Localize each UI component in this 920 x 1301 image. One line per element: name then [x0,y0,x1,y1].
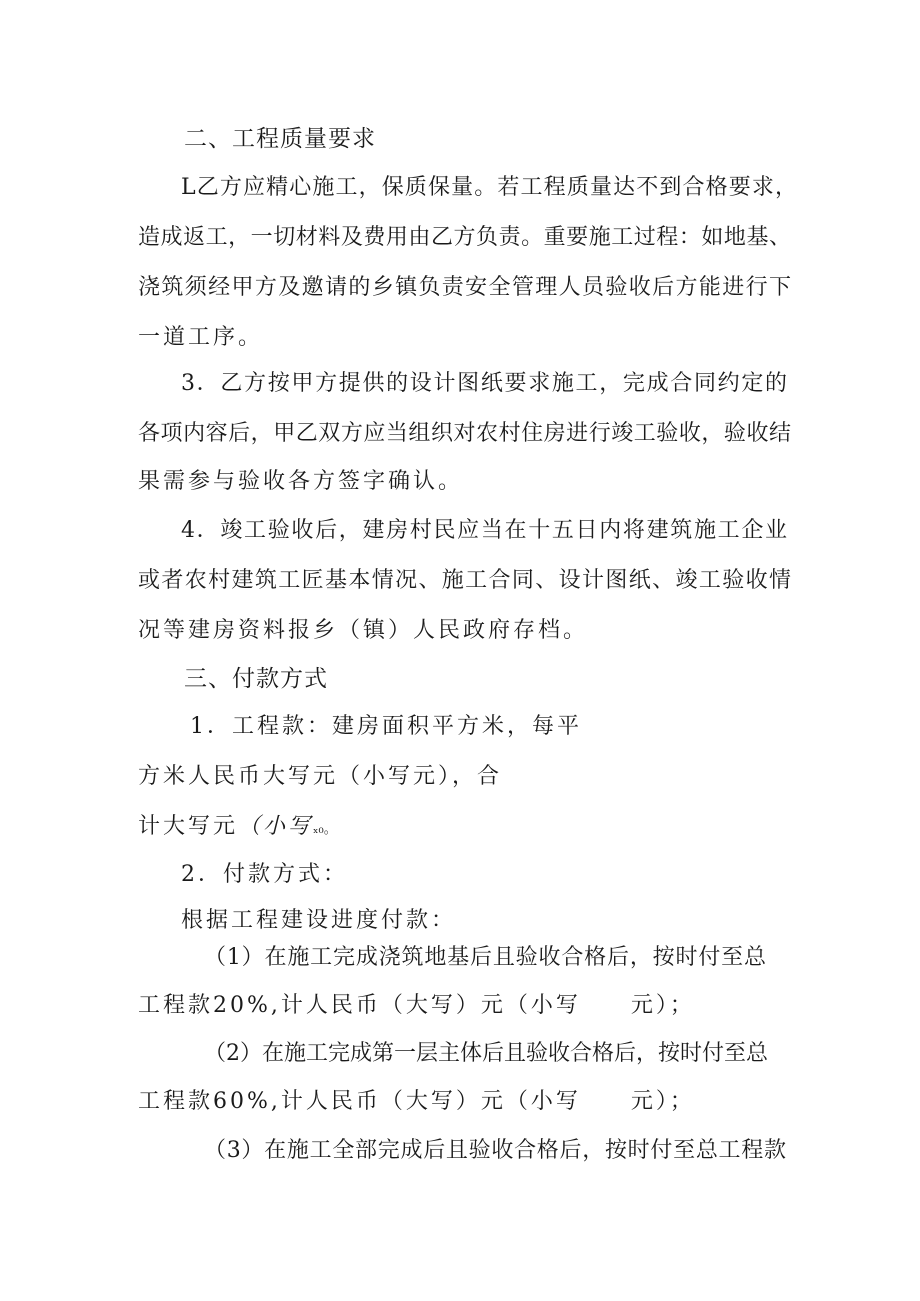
section-heading-quality: 二、工程质量要求 [184,126,376,152]
payment-item-1-line-3-suffix: ₓ₀。 [313,822,337,837]
paragraph-1-line-3: 浇筑须经甲方及邀请的乡镇负责安全管理人员验收后方能进行下 [138,275,791,300]
payment-item-1-line-3-prefix: 计大写元 [138,814,239,839]
paragraph-4-line-2: 或者农村建筑工匠基本情况、施工合同、设计图纸、竣工验收情 [138,568,791,593]
payment-stage-1-line-2: 工程款20%,计人民币（大写）元（小写 元）； [138,993,695,1018]
payment-item-1-line-3-italic: （小写 [238,814,314,839]
section-heading-payment: 三、付款方式 [184,666,328,692]
payment-item-1-line-3 [138,812,337,845]
payment-stage-1-line-1: （1）在施工完成浇筑地基后且验收合格后，按时付至总 [204,945,766,970]
paragraph-3-line-1: 3．乙方按甲方提供的设计图纸要求施工，完成合同约定的 [181,371,787,396]
paragraph-4-line-1: 4．竣工验收后，建房村民应当在十五日内将建筑施工企业 [181,518,787,543]
payment-item-1-line-2: 方米人民币大写元（小写元），合 [138,764,503,789]
paragraph-1-line-4: 一道工序。 [138,325,264,350]
paragraph-1-line-1: L乙方应精心施工，保质保量。若工程质量达不到合格要求， [181,175,797,200]
payment-stage-2-line-2: 工程款60%,计人民币（大写）元（小写 元）； [138,1089,695,1114]
paragraph-3-line-3: 果需参与验收各方签字确认。 [138,469,464,494]
paragraph-1-line-2: 造成返工，一切材料及费用由乙方负责。重要施工过程：如地基、 [138,225,791,250]
paragraph-3-line-2: 各项内容后，甲乙双方应当组织对农村住房进行竣工验收，验收结 [138,421,791,446]
payment-item-2-intro: 根据工程建设进度付款： [181,908,457,933]
payment-stage-3-line-1: （3）在施工全部完成后且验收合格后，按时付至总工程款 [204,1138,786,1163]
paragraph-4-line-3: 况等建房资料报乡（镇）人民政府存档。 [138,618,589,643]
payment-item-1-line-1: 1．工程款：建房面积平方米，每平 [190,714,582,739]
payment-stage-2-line-1: （2）在施工完成第一层主体后且验收合格后，按时付至总 [204,1041,768,1066]
payment-item-2-label: 2．付款方式： [181,862,348,887]
